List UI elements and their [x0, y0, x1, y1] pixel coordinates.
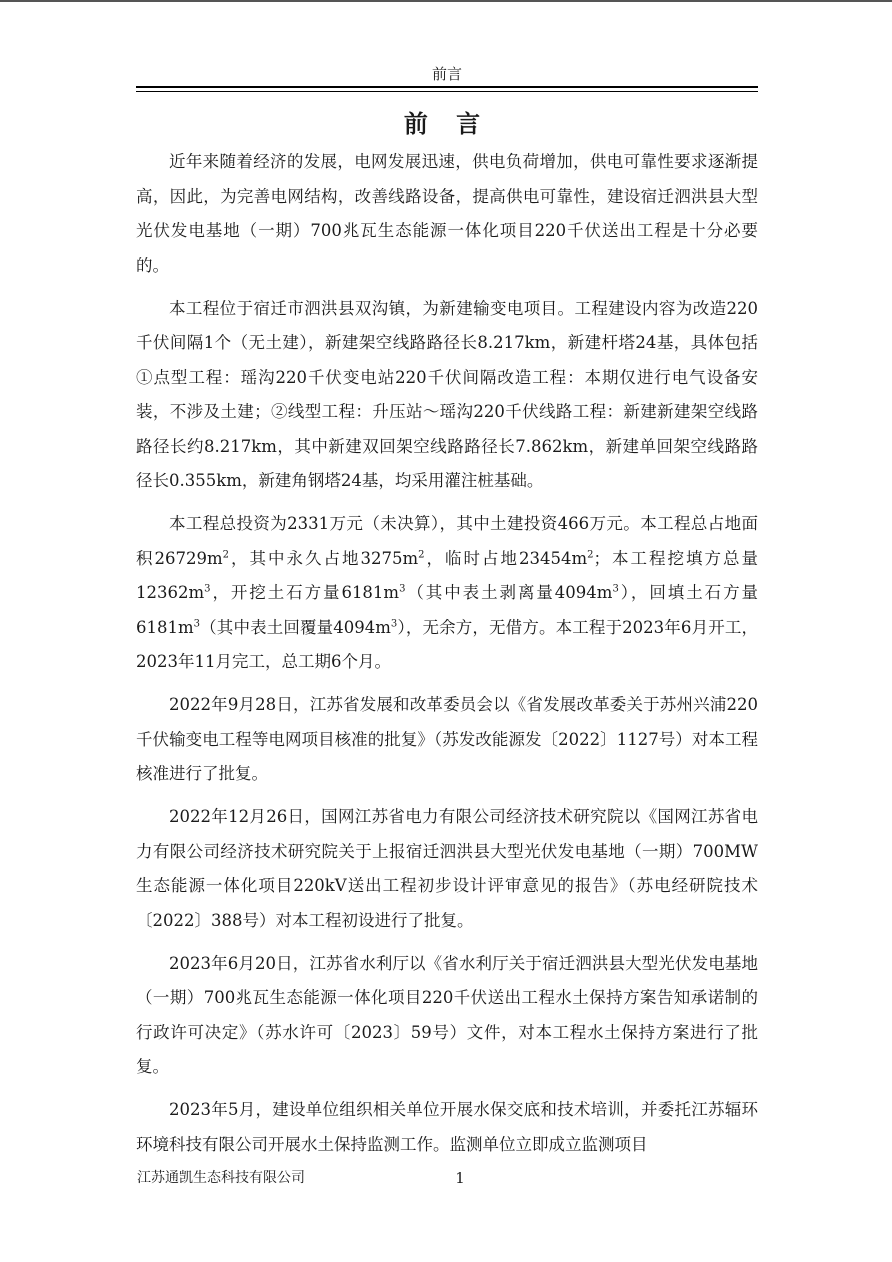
- running-header: 前言: [431, 65, 462, 83]
- paragraph-investment-land: 本工程总投资为2331万元（未决算），其中土建投资466万元。本工程总占地面积$26729m^2$，其中永久占地$3275m^2$，临时占地$23454m^2$；本工程挖填方总量$12362m^3$，开挖土石方量$6181m^3$（其中表土剥离量$4094m^3$），回填土石方量$6181m^3$（其中表土回覆量$4094m^3$），无余方，无借方。本工程于2023年6月开工，2023年11月完工，总工期6个月。: [136, 514, 759, 671]
- document-body: [136, 145, 758, 1171]
- paragraph-background: 近年来随着经济的发展，电网发展迅速，供电负荷增加，供电可靠性要求逐渐提高，因此，为完善电网结构，改善线路设备，提高供电可靠性，建设宿迁泗洪县大型光伏发电基地（一期）700兆瓦生态能源一体化项目220千伏送出工程是十分必要的。: [136, 152, 758, 275]
- header-rule-thick: [136, 86, 758, 88]
- superscript-3: 3: [390, 618, 398, 629]
- paragraph-approval-water: 2023年6月20日，江苏省水利厅以《省水利厅关于宿迁泗洪县大型光伏发电基地（一期）700兆瓦生态能源一体化项目220千伏送出工程水土保持方案告知承诺制的行政许可决定》（苏水许可〔2023〕59号）文件，对本工程水土保持方案进行了批复。: [136, 953, 758, 1076]
- paragraph-project-scope: 本工程位于宿迁市泗洪县双沟镇，为新建输变电项目。工程建设内容为改造220千伏间隔1个（无土建），新建架空线路路径长8.217km，新建杆塔24基，具体包括①点型工程：瑶沟220千伏变电站220千伏间隔改造工程：本期仅进行电气设备安装，不涉及土建；②线型工程：升压站～瑶沟220千伏线路工程：新建新建架空线路路径长约8.217km，其中新建双回架空线路路径长7.862km，新建单回架空线路路径长0.355km，新建角钢塔24基，均采用灌注桩基础。: [136, 298, 758, 490]
- paragraph-approval-ndrc: 2022年9月28日，江苏省发展和改革委员会以《省发展改革委关于苏州兴浦220千伏输变电工程等电网项目核准的批复》（苏发改能源发〔2022〕1127号）对本工程核准进行了批复。: [136, 695, 758, 783]
- paragraph-approval-design: 2022年12月26日，国网江苏省电力有限公司经济技术研究院以《国网江苏省电力有限公司经济技术研究院关于上报宿迁泗洪县大型光伏发电基地（一期）700MW生态能源一体化项目220kV送出工程初步设计评审意见的报告》（苏电经研院技术〔2022〕388号）对本工程初设进行了批复。: [136, 807, 758, 930]
- footer-company: 江苏通凯生态科技有限公司: [137, 1170, 305, 1186]
- superscript-2: 2: [418, 549, 425, 560]
- superscript-2: 2: [222, 549, 230, 560]
- paragraph-monitoring: 2023年5月，建设单位组织相关单位开展水保交底和技术培训，并委托江苏辐环环境科技有限公司开展水土保持监测工作。监测单位立即成立监测项目: [136, 1100, 758, 1154]
- superscript-2: 2: [587, 549, 594, 560]
- header-rule-thin: [136, 91, 758, 92]
- superscript-3: 3: [193, 618, 201, 629]
- superscript-3: 3: [399, 583, 406, 595]
- page-number: 1: [455, 1169, 465, 1187]
- superscript-3: 3: [612, 583, 619, 595]
- superscript-3: 3: [204, 583, 211, 595]
- page-top-edge: [0, 0, 892, 2]
- page-title: 前 言: [403, 109, 491, 138]
